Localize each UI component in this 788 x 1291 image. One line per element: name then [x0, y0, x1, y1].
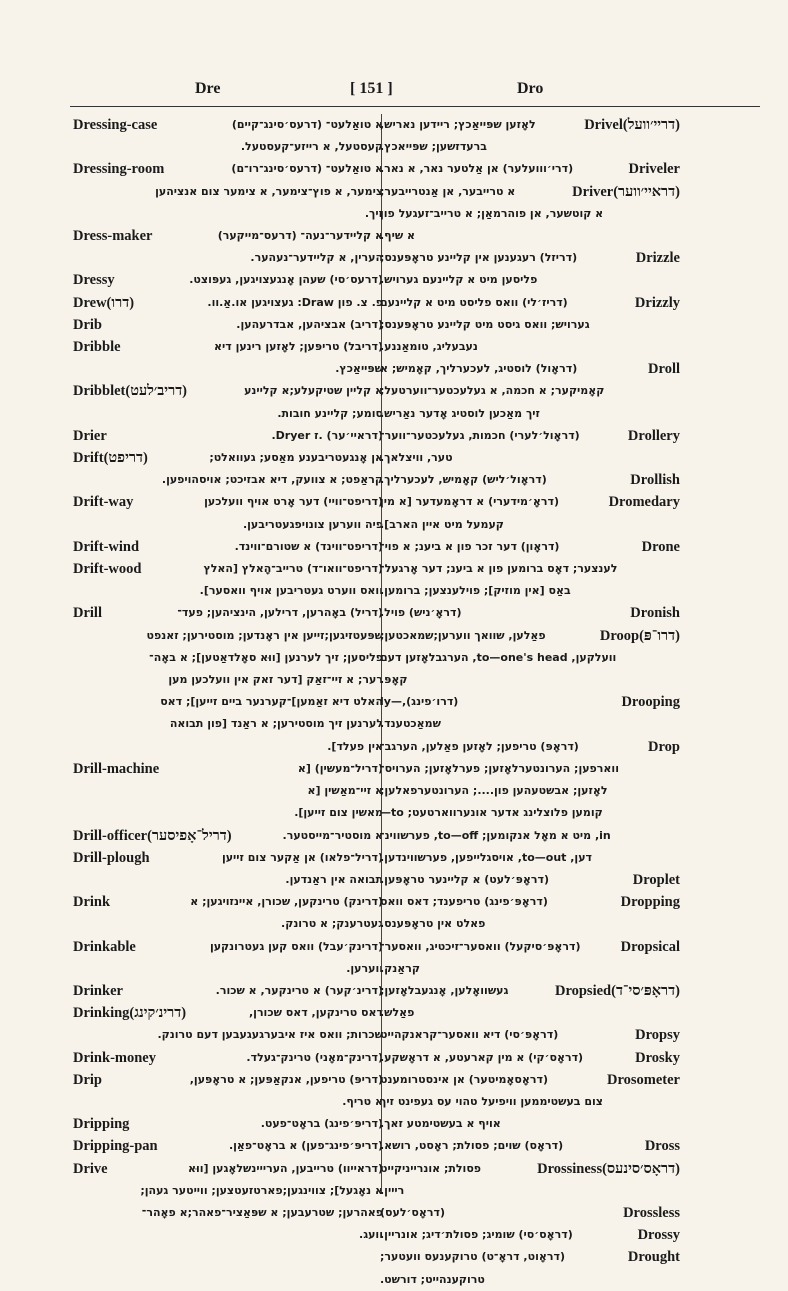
dictionary-entry	[73, 447, 383, 491]
entry-first-line	[380, 736, 680, 758]
entry-first-line	[73, 491, 383, 513]
definition-continuation: ווארפען; הערונטערלאָזען; פערלאָזען; הערויס־	[380, 761, 619, 775]
headword: Drought	[627, 1249, 680, 1266]
headword: Dropsied(דראָפּ׳סי־ד)	[554, 982, 680, 999]
dictionary-entry	[380, 869, 680, 891]
definition-continuation: וואס ווערט געטריבען אויף וואסער].	[199, 584, 383, 598]
dictionary-entry	[380, 114, 680, 158]
definition-continuation: קעמעל מיט איין הארב].	[380, 517, 504, 531]
dictionary-entry	[73, 292, 383, 314]
definition-text: (דראייוו) טרייבען, הערייינשלאָגען [ווּא	[187, 1161, 383, 1175]
definition-text: פסולת; אונרייניקייט	[380, 1161, 482, 1175]
dictionary-entry	[380, 1246, 680, 1290]
entry-first-line	[73, 269, 383, 291]
definition-continuation: פליסען מיט א קליינעם גערויש.	[380, 273, 538, 287]
headword: Drinker	[73, 982, 123, 999]
entry-first-line	[73, 558, 383, 580]
entry-first-line	[73, 891, 383, 913]
headword: Dressy	[73, 272, 115, 289]
definition-text: (דראָפּ׳סי) דיא וואסער־קראנקהייט	[380, 1028, 559, 1042]
entry-first-line	[380, 691, 680, 713]
entry-first-line	[73, 292, 383, 314]
definition-continuation: טער, וויצלאך.	[380, 451, 453, 465]
dictionary-entry	[73, 558, 383, 602]
dictionary-entry	[73, 758, 383, 825]
header-guide-right: Dro	[517, 80, 544, 97]
dictionary-entry	[73, 602, 383, 757]
headword: Dripping	[73, 1116, 130, 1133]
headword: Dripping-pan	[73, 1138, 158, 1155]
entry-first-line	[73, 602, 383, 624]
definition-text: (דראָפּ׳סיקעל) וואסער־זיכטיג, וואסער־	[380, 939, 581, 953]
dictionary-entry	[73, 1002, 383, 1046]
entry-first-line	[73, 1135, 383, 1157]
page-number: [ 151 ]	[350, 80, 393, 97]
definition-text: (דריפט־וואו־ד) טרייב־הָאלץ [האלץ	[203, 562, 383, 576]
dictionary-entry	[380, 1069, 680, 1136]
right-column	[380, 114, 680, 1291]
dictionary-entry	[73, 980, 383, 1002]
entry-first-line	[380, 1202, 680, 1224]
headword: Dropsy	[635, 1027, 680, 1044]
definition-text: (דריפּ) טריפען, אנקאַפּען; א טראָפּען,	[189, 1072, 383, 1086]
entry-first-line	[380, 469, 680, 491]
dictionary-entry	[380, 891, 680, 935]
definition-continuation: וועלקען, to—one's head, הערגבלאָזען דעם	[380, 650, 617, 664]
definition-continuation: פאלט אין טראָפּענס.	[380, 917, 486, 931]
dictionary-entry	[380, 425, 680, 469]
entry-first-line	[73, 536, 383, 558]
dictionary-entry	[380, 247, 680, 291]
definition-continuation: תבואה אין ראַנדען.	[285, 872, 383, 886]
definition-text: (דראָול׳ליש) קאָמיש, לעכערליך.	[380, 473, 547, 487]
definition-text: (דראָ׳ניש) פויל.	[380, 606, 462, 620]
headword: Drier	[73, 427, 107, 444]
headword: Droll	[648, 361, 680, 378]
dictionary-entry	[73, 891, 383, 935]
entry-first-line	[380, 1069, 680, 1091]
dictionary-entry	[73, 1113, 383, 1135]
definition-continuation: סומע; קליינע חובות.	[277, 406, 383, 420]
dictionary-entry	[73, 336, 383, 380]
definition-text: (דרינק־מאָני) טרינק־געלד.	[246, 1050, 383, 1064]
definition-text: (דראָפּ׳לעט) א קליינער טראָפּען.	[380, 872, 550, 886]
headword: Drift(דריפט)	[73, 450, 148, 467]
headword: Driver(דראיי׳ווער)	[572, 183, 680, 200]
entry-first-line	[380, 980, 680, 1002]
entry-first-line	[73, 1047, 383, 1069]
entry-first-line	[380, 602, 680, 624]
definition-continuation: גערויש; וואס גיסט מיט קליינע טראָפּענס;	[380, 317, 590, 331]
definition-text: א קליין שטיקעלע;א קליינע	[244, 384, 383, 398]
definition-text: (דריבל) טריפּען; לאָזען רינען דיא	[214, 340, 383, 354]
definition-continuation: הערין, א קליידער־נעהער.	[250, 251, 383, 265]
definition-continuation: אין פעלד].	[327, 739, 383, 753]
definition-continuation: פאַלש.	[380, 1006, 415, 1020]
definition-text: (דראָוט, דראָ־ט) טרוקענעס וועטער;	[380, 1250, 565, 1264]
headword: Drift-way	[73, 494, 134, 511]
dictionary-entry	[380, 1024, 680, 1046]
headword: Drinkable	[73, 938, 136, 955]
dictionary-entry	[73, 825, 383, 847]
entry-first-line	[380, 1135, 680, 1157]
definition-continuation: לאָזען; אבשטעהען פון....; הערונטערפאלען;	[380, 784, 608, 798]
definition-continuation: וועג.	[359, 1228, 383, 1242]
definition-text: (דריב) אבציהען, אבדרעהען.	[236, 317, 383, 331]
headword: Drizzle	[635, 250, 680, 267]
headword: Drosky	[635, 1049, 680, 1066]
entry-first-line	[73, 1113, 383, 1135]
headword: Droop(דרו־פּ)	[599, 627, 680, 644]
entry-first-line	[73, 825, 383, 847]
dictionary-entry	[380, 1224, 680, 1246]
headword: Drill-officer(דריל־אָפיסער)	[73, 827, 232, 844]
definition-text: (דראָפּ) טריפען; לאָזען פאַלען, הערגב־	[380, 739, 579, 753]
definition-text: פ. צ. פון Draw: געצויגען או.אַ.וו.	[207, 295, 383, 309]
headword: Drossiness(דראָס׳סינעס)	[537, 1160, 680, 1177]
headword: Drooping	[621, 694, 680, 711]
dictionary-entry	[380, 625, 680, 692]
entry-first-line	[380, 936, 680, 958]
page-header	[70, 80, 760, 106]
definition-continuation: א זיי־מאַשין [א	[307, 784, 383, 798]
definition-continuation: קעסטעל, א רייזע־קעסטעל.	[240, 140, 383, 154]
definition-text: א טואַלעט־ (דרעס׳סינג־קיים)	[231, 118, 383, 131]
entry-first-line	[73, 936, 383, 958]
definition-continuation: שכרות; וואס איז איבערגעגעבען דעם טרונק.	[157, 1028, 383, 1042]
definition-text: (דרינ׳קער) א טרינקער, א שכור.	[215, 983, 383, 997]
definition-continuation: קאָפּ.	[380, 673, 408, 687]
definition-continuation: שפּייאַכץ.	[335, 362, 383, 376]
headword: Dress-maker	[73, 228, 153, 245]
definition-text: דאס טרינקען, דאס שכורן,	[248, 1006, 383, 1020]
entry-first-line	[380, 1024, 680, 1046]
definition-text: (דרו׳פינג),—ly	[380, 695, 459, 709]
left-column	[73, 114, 383, 1246]
definition-continuation: א נאָגעל]; צווינגען;פארטזעטצען; ווייטער געהן;	[140, 1183, 383, 1197]
headword: Drive	[73, 1160, 108, 1177]
dictionary-entry	[73, 114, 383, 158]
entry-first-line	[380, 114, 680, 136]
definition-text: (דריפט־וויי) דער אָרט אויף וועלכען	[204, 495, 383, 509]
definition-text: (דראָסאָמיטער) אן אינסטרומענט	[380, 1072, 549, 1086]
definition-continuation: שמאַכטענד.	[380, 717, 441, 731]
dictionary-entry	[73, 1047, 383, 1069]
entry-first-line	[73, 158, 383, 180]
dictionary-entry	[380, 491, 680, 535]
headword: Drivel(דריי׳וועל)	[584, 117, 680, 133]
headword: Drill-machine	[73, 760, 160, 777]
headword: Drill	[73, 605, 102, 622]
definition-continuation: זיך.	[364, 206, 383, 220]
headword: Drink-money	[73, 1049, 156, 1066]
entry-first-line	[380, 491, 680, 513]
dictionary-entry	[380, 1047, 680, 1069]
dictionary-entry	[380, 536, 680, 603]
definition-continuation: ברעדזשען; שפּייאכץ.	[380, 140, 487, 154]
definition-text: (דריל־פלאו) אן אַקער צום זייען	[221, 850, 383, 864]
definition-text: (דריל־מעשין) [א	[297, 761, 383, 775]
entry-first-line	[73, 380, 383, 402]
definition-continuation: קומען פלוצלינג אדער אונערווארטעט; to—	[380, 806, 603, 820]
definition-text: אן אָנגעטריבענע מאַסע; געוואלט;	[209, 451, 383, 465]
dictionary-entry	[73, 425, 383, 447]
entry-first-line	[73, 225, 383, 247]
headword: Drone	[641, 538, 680, 555]
dictionary-entry	[380, 936, 680, 980]
entry-first-line	[73, 425, 383, 447]
dictionary-entry	[73, 269, 383, 291]
entry-first-line	[380, 158, 680, 180]
definition-continuation: מאשין צום זייען].	[294, 806, 383, 820]
dictionary-entry	[73, 1158, 383, 1247]
headword: Driveler	[628, 161, 680, 178]
headword: Drop	[648, 738, 680, 755]
dictionary-entry	[73, 380, 383, 424]
definition-continuation: רער; א זיי־זאַק [דער זאק אין וועלכען מען	[168, 673, 383, 687]
definition-continuation: ווערען.	[346, 961, 383, 975]
entry-first-line	[380, 891, 680, 913]
definition-continuation: פליסען; זיך לערנען [ווּא סאָלדאַטען]; א באָה־	[149, 650, 383, 664]
entry-first-line	[380, 358, 680, 380]
definition-continuation: פיה ווערען צונויפגעטריבען.	[242, 517, 383, 531]
definition-text: (דריפט־ווינד) א שטורם־ווינד.	[234, 539, 383, 553]
definition-continuation: קאָמיקער; א חכמה, א געלעכטער־ווערטעל;	[380, 384, 605, 398]
definition-text: (דראָול׳לערי) חכמות, געלעכטער־ווער־	[380, 428, 580, 442]
entry-first-line	[380, 425, 680, 447]
entry-first-line	[73, 114, 383, 136]
entry-first-line	[380, 292, 680, 314]
definition-text: (דראָפּ׳פינג) טריפענד; דאס וואס	[380, 895, 548, 909]
definition-text: לאָזען שפּייאַכץ; ריידען נאריש,	[380, 118, 536, 131]
definition-continuation: קראַנק.	[380, 961, 420, 975]
dictionary-entry	[380, 736, 680, 869]
definition-continuation: טרוקענהייט; דורשט.	[380, 1272, 485, 1286]
headword: Drossless	[623, 1204, 680, 1221]
dictionary-entry	[73, 936, 383, 980]
entry-first-line	[73, 1158, 383, 1180]
definition-text: (דרעס׳סי) שעהן אָנגעצויגען, געפּוצט.	[189, 273, 383, 287]
definition-continuation: דען, to—out, אויסגלייפען, פערשווינדען.	[380, 850, 592, 864]
definition-continuation: באַס [אין מוזיק]; פוילענצען; ברומען.	[380, 584, 571, 598]
dictionary-entry	[380, 292, 680, 359]
headword: Drip	[73, 1071, 102, 1088]
definition-text: (דראָס) שוים; פסולת; ראָסט, רושא.	[380, 1139, 564, 1153]
definition-continuation: לערנען זיך מוסטירען; א ראַנד [פון תבואה	[169, 717, 383, 731]
dictionary-entry	[380, 602, 680, 624]
dictionary-entry	[380, 469, 680, 491]
dictionary-entry	[73, 158, 383, 225]
entry-first-line	[73, 1069, 383, 1091]
definition-continuation: שפּעטזיגען;זייען אין ראָנדען; מוסטירען; זאנפט	[146, 628, 383, 642]
definition-continuation: רייין.	[380, 1183, 405, 1197]
headword: Dropsical	[620, 938, 680, 955]
definition-text: (דראָון) דער זכר פון א ביענ; א פוי־	[380, 539, 560, 553]
dictionary-entry	[380, 181, 680, 248]
header-rule	[70, 106, 760, 107]
entry-first-line	[380, 181, 680, 203]
entry-first-line	[73, 1002, 383, 1024]
entry-first-line	[73, 447, 383, 469]
definition-text: (דרי׳ווועלער) אן אַלטער נאר, א נאר.	[380, 162, 574, 176]
entry-first-line	[380, 247, 680, 269]
definition-text: א טואַלעט־ (דרעס׳סינג־רו־ם)	[231, 162, 383, 176]
dictionary-entry	[73, 491, 383, 535]
dictionary-entry	[380, 1135, 680, 1157]
headword: Drinking(דרינ׳קינג)	[73, 1005, 187, 1022]
definition-text: (דראָול) לוסטיג, לעכערליך, קאָמיש; א	[380, 362, 578, 376]
headword: Drizzly	[634, 294, 680, 311]
definition-text: (דרינק׳עבל) וואס קען געטרונקען	[209, 939, 383, 953]
entry-first-line	[380, 869, 680, 891]
headword: Drib	[73, 316, 102, 333]
definition-text: א קליידער־נעה־ (דרעס־מייקער)	[217, 229, 383, 243]
definition-text: (דריזל) רעגענען אין קליינע טראָפּענס;	[380, 251, 578, 265]
definition-continuation: צום בעשטיממען וויפיעל טהוי עס געפינט זיך	[380, 1094, 603, 1108]
entry-first-line	[380, 536, 680, 558]
dictionary-entry	[73, 1069, 383, 1113]
dictionary-entry	[380, 691, 680, 735]
definition-continuation: געטרענק; א טרונק.	[281, 917, 383, 931]
headword: Dressing-room	[73, 161, 165, 178]
dictionary-entry	[73, 314, 383, 336]
entry-first-line	[73, 980, 383, 1002]
dictionary-entry	[73, 225, 383, 269]
definition-continuation: אויף א בעשטימטע זאך.	[380, 1117, 501, 1131]
entry-first-line	[73, 314, 383, 336]
headword: Drill-plough	[73, 849, 150, 866]
definition-continuation: א קוטשער, אן פוהרמאַן; א טרייב־זעגעל פון	[380, 206, 604, 220]
definition-text: א טרייבער, אן אַנטרייבער;	[380, 184, 516, 198]
entry-first-line	[73, 758, 383, 780]
headword: Dropping	[620, 894, 680, 911]
definition-text: א מוסטיר־מייסטער.	[282, 828, 383, 842]
dictionary-entry	[380, 158, 680, 180]
definition-text: (דרינק) טרינקען, שכורן, איינזויגען; א	[190, 895, 383, 909]
headword: Drink	[73, 894, 111, 911]
definition-text: (דראָ׳מידערי) א דראָמעדער [א מין	[380, 495, 560, 509]
definition-text: (דראיי׳ער) .ז Dryer.	[271, 428, 383, 442]
definition-continuation: קראַפט; א צוועק, דיא אבזיכט; אויסהויפען.	[161, 473, 383, 487]
entry-first-line	[380, 625, 680, 647]
dictionary-entry	[73, 847, 383, 891]
entry-first-line	[380, 1224, 680, 1246]
definition-text: (דראָס׳לעס)	[380, 1205, 445, 1219]
dictionary-entry	[380, 980, 680, 1024]
headword: Drift-wind	[73, 538, 140, 555]
headword: Droplet	[632, 871, 680, 888]
definition-continuation: צימער, א פוץ־צימער, א צימער צום אנציהען	[155, 184, 383, 198]
headword: Drossy	[637, 1227, 680, 1244]
definition-text: געשוואָלען, אָנגעבלאָזען;	[380, 983, 509, 997]
dictionary-entry	[380, 1158, 680, 1202]
header-guide-left: Dre	[195, 80, 221, 97]
headword: Drift-wood	[73, 561, 142, 578]
dictionary-entry	[380, 358, 680, 425]
entry-first-line	[380, 1047, 680, 1069]
headword: Dronish	[630, 605, 680, 622]
entry-first-line	[73, 336, 383, 358]
definition-continuation: פאהרען; שטרעבען; א שפּאַציר־פאהר;א פאָהר־	[141, 1205, 383, 1219]
entry-first-line	[73, 847, 383, 869]
headword: Drollery	[627, 427, 680, 444]
dictionary-entry	[73, 536, 383, 558]
headword: Drosometer	[606, 1071, 680, 1088]
definition-text: (דריז׳לי) וואס פליסט מיט א קליינעם	[380, 295, 568, 309]
definition-continuation: זיך מאַכען לוסטיג אָדער נאַריש.	[380, 406, 540, 420]
headword: Dross	[644, 1138, 680, 1155]
definition-continuation: לענצער; דאָס ברומען פון א ביענ; דער אָרגעל־	[380, 562, 618, 576]
definition-text: (דראָס׳קי) א מין קארעטע, א דראָשקע.	[380, 1050, 584, 1064]
definition-text: פאַלען, שוואך ווערען;שמאכטען;	[380, 628, 546, 642]
definition-text: (דראָס׳סי) שומיג; פסולת׳דיג; אונריין.	[380, 1228, 573, 1242]
headword: Dressing-case	[73, 117, 158, 133]
headword: Dribblet(דריב׳לעט)	[73, 383, 188, 400]
definition-text: (דריפּ׳פינג־פען) א בראָט־פאַן.	[228, 1139, 383, 1153]
definition-continuation: א שיף.	[380, 229, 416, 243]
headword: Drollish	[630, 472, 680, 489]
dictionary-entry	[380, 1202, 680, 1224]
definition-continuation: נעבעליג, טומאַננע.	[380, 340, 478, 354]
headword: Dribble	[73, 339, 121, 356]
entry-first-line	[380, 1158, 680, 1180]
dictionary-entry	[73, 1135, 383, 1157]
definition-continuation: in, מיט א מאָל אנקומען; to—off, פערשווינ־	[380, 828, 611, 842]
definition-continuation: האלט דיא זאַמען]־קערנער ביים זייען]; דאס	[160, 695, 383, 709]
definition-text: (דריל) באָהרען, דרילען, הינציהען; פעד־	[177, 606, 383, 620]
entry-first-line	[380, 1246, 680, 1268]
definition-continuation: א טריף.	[342, 1094, 383, 1108]
headword: Dromedary	[608, 494, 680, 511]
headword: Drew(דרו)	[73, 294, 135, 311]
definition-text: (דריפּ׳פינג) בראָט־פעט.	[260, 1117, 383, 1131]
